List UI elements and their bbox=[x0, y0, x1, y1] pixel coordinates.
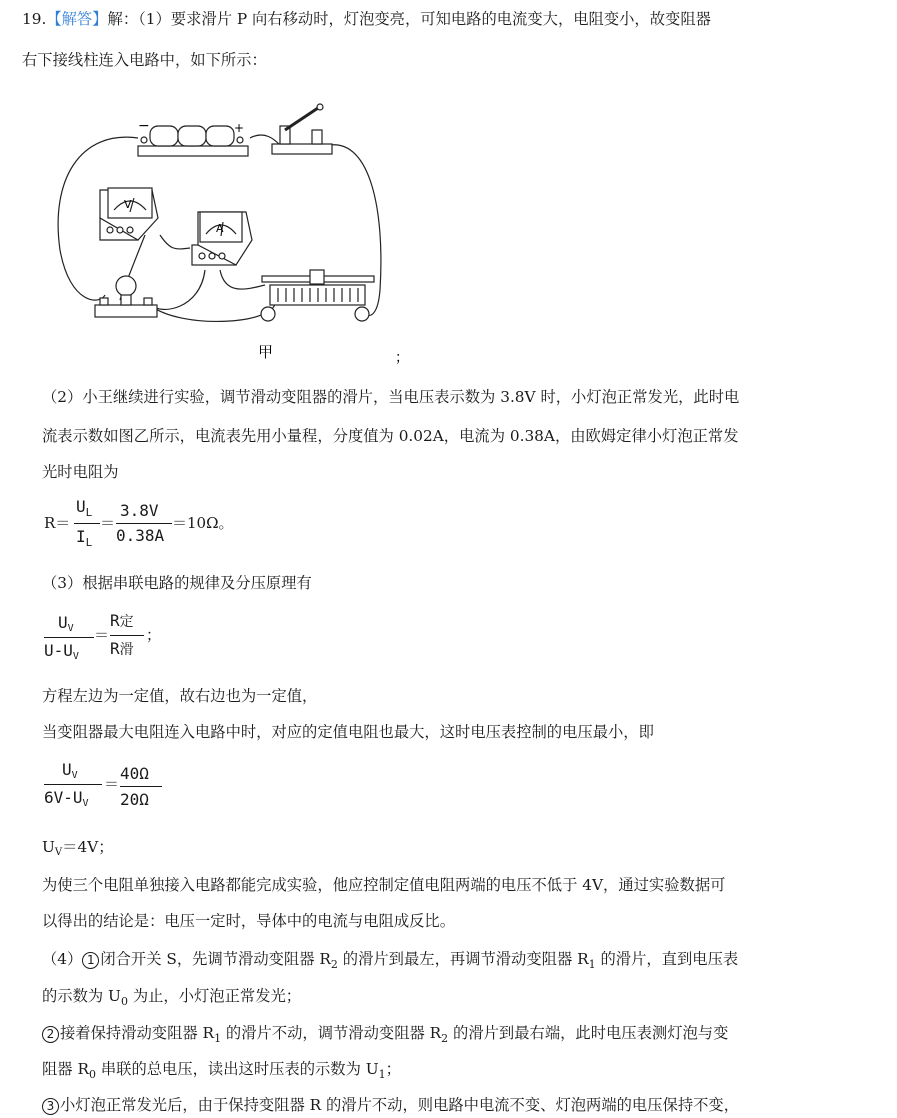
eq-result: ＝10Ω。 bbox=[172, 514, 234, 532]
uv-result: UV＝4V； bbox=[42, 838, 114, 858]
question-number: 19. bbox=[22, 10, 47, 28]
figure-tail: ； bbox=[395, 350, 409, 366]
eq-lhs: R＝ bbox=[44, 514, 71, 532]
part3-line5: 以得出的结论是：电压一定时，导体中的电流与电阻成反比。 bbox=[42, 912, 456, 930]
ammeter-letter: A bbox=[216, 222, 224, 235]
part2-line3: 光时电阻为 bbox=[42, 463, 119, 481]
figure-caption: 甲 bbox=[258, 343, 274, 361]
circuit-diagram bbox=[40, 100, 420, 380]
part4-line3: 2 接着保持滑动变阻器 $R_1$ 的滑片不动，调节滑动变阻器 $R_2$ 的滑片到最右端，此时电压表测灯泡与变 bbox=[42, 1022, 728, 1050]
part3-line4: 为使三个电阻单独接入电路都能完成实验，他应控制定值电阻两端的电压不低于 4V，通过实验数据可 bbox=[42, 876, 726, 894]
battery-minus-label: − bbox=[138, 118, 150, 134]
step-2-marker: 2 bbox=[42, 1026, 59, 1043]
step-3-marker: 3 bbox=[42, 1098, 59, 1115]
switch-icon bbox=[272, 104, 332, 154]
part3-line2: 方程左边为一定值，故右边也为一定值， bbox=[42, 687, 318, 705]
q19-line2: 右下接线柱连入电路中，如下所示： bbox=[22, 51, 267, 69]
part4-line1: （4） 1 闭合开关 S，先调节滑动变阻器 $R_2$ 的滑片到最左，再调节滑动变阻器 $R_1$ 的滑片，直到电压表 bbox=[42, 950, 739, 971]
part4-line5: 3 小灯泡正常发光后，由于保持变阻器 R 的滑片不动，则电路中电流不变、灯泡两端的电压保持不变， bbox=[42, 1094, 739, 1116]
part3-line3: 当变阻器最大电阻连入电路中时，对应的定值电阻也最大，这时电压表控制的电压最小，即 bbox=[42, 723, 654, 741]
battery-icon bbox=[138, 126, 248, 156]
voltmeter-letter: V bbox=[124, 198, 132, 211]
q19-line1 bbox=[22, 8, 711, 30]
battery-plus-label: + bbox=[234, 121, 245, 135]
part2-line2: 流表示数如图乙所示，电流表先用小量程，分度值为 0.02A，电流为 0.38A，由欧姆定律小灯泡正常发 bbox=[42, 427, 739, 445]
eq-equals: ＝ bbox=[100, 514, 116, 532]
part4-line2: 的示数为 $U_0$ 为止，小灯泡正常发光； bbox=[42, 987, 302, 1008]
part3-line1: （3）根据串联电路的规律及分压原理有 bbox=[42, 574, 312, 592]
part2-line1: （2）小王继续进行实验，调节滑动变阻器的滑片，当电压表示数为 3.8V 时，小灯泡正常发光，此时电 bbox=[42, 388, 740, 406]
step-1-marker: 1 bbox=[82, 952, 99, 969]
rheostat-icon bbox=[261, 270, 374, 321]
q19-text-1: 解：（1）要求滑片 P 向右移动时，灯泡变亮，可知电路的电流变大，电阻变小，故变阻器 bbox=[107, 10, 711, 28]
voltmeter-icon bbox=[100, 188, 158, 240]
ammeter-icon bbox=[192, 212, 252, 265]
answer-tag: 【解答】 bbox=[46, 10, 108, 28]
part4-line4: 阻器 $R_0$ 串联的总电压，读出这时压表的示数为 $U_1$； bbox=[42, 1060, 401, 1081]
